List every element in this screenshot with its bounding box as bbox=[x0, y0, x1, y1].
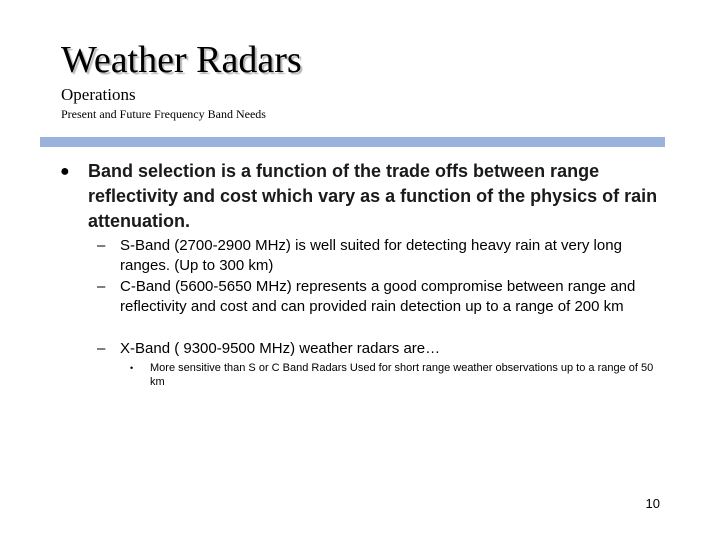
slide-subtitle: Operations bbox=[61, 85, 136, 104]
bullet-marker-icon: ● bbox=[60, 163, 70, 180]
slide-subsubtitle: Present and Future Frequency Band Needs bbox=[61, 107, 266, 121]
sub-bullet-text: X-Band ( 9300-9500 MHz) weather radars are… bbox=[120, 340, 441, 357]
dash-marker: – bbox=[97, 237, 106, 254]
dash-marker: – bbox=[97, 278, 106, 295]
title-divider-bar bbox=[40, 137, 665, 147]
sub-bullet-text: S-Band (2700-2900 MHz) is well suited for detecting heavy rain at very long ranges. (Up to 300 km) bbox=[120, 237, 622, 274]
sub-sub-bullet-text: More sensitive than S or C Band Radars Used for short range weather observations up to a range of 50 km bbox=[150, 362, 654, 388]
page-number: 10 bbox=[645, 496, 660, 511]
slide-title: Weather Radars bbox=[61, 39, 302, 81]
main-bullet-text: Band selection is a function of the trade offs between range reflectivity and cost which vary as a function of the physics of rain attenuation. bbox=[88, 161, 658, 231]
dot-marker: • bbox=[130, 363, 134, 373]
sub-bullet-text: C-Band (5600-5650 MHz) represents a good compromise between range and reflectivity and cost and can provided rain detection up to a range of 200 km bbox=[120, 278, 636, 315]
dash-marker: – bbox=[97, 340, 106, 357]
